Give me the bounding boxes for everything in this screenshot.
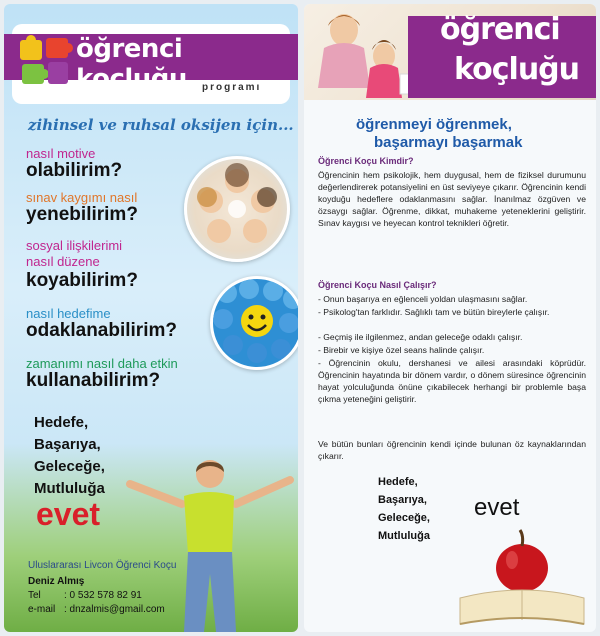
- question-3-main: koyabilirim?: [26, 270, 138, 291]
- contact-name: Deniz Almış: [28, 576, 85, 587]
- question-3-prefix: sosyal ilişkilerimi: [26, 238, 123, 253]
- bullet-1: - Onun başarıya en eğlenceli yoldan ulaşmasını sağlar.: [318, 294, 528, 304]
- left-goal-2: Başarıya,: [34, 436, 101, 453]
- left-goal-1: Hedefe,: [34, 414, 89, 431]
- left-goal-3: Geleceğe,: [34, 458, 105, 475]
- bullet-2: - Psikolog'tan farklıdır. Sağlıklı tam ve bütün bireylerle çalışır.: [318, 307, 550, 317]
- question-4-main: odaklanabilirim?: [26, 320, 177, 341]
- section-1-title: Öğrenci Koçu Kimdir?: [318, 156, 414, 166]
- tagline: zihinsel ve ruhsal oksijen için...: [28, 116, 294, 134]
- slogan-line1: öğrenmeyi öğrenmek,: [356, 116, 512, 133]
- contact-tel[interactable]: : 0 532 578 82 91: [64, 590, 142, 601]
- question-5-main: kullanabilirim?: [26, 370, 161, 391]
- bullet-4: - Birebir ve kişiye özel seans halinde çalışır.: [318, 345, 485, 355]
- left-subtitle: programı: [202, 82, 262, 93]
- left-evet: evet: [36, 496, 101, 532]
- smiley-photo: [210, 276, 298, 370]
- left-goal-4: Mutluluğa: [34, 480, 105, 497]
- bullet-3: - Geçmiş ile ilgilenmez, andan geleceğe odaklı çalışır.: [318, 332, 523, 342]
- right-panel: [304, 4, 596, 632]
- right-goal-2: Başarıya,: [378, 494, 427, 506]
- right-title-line1: öğrenci: [440, 12, 560, 47]
- kids-photo: [184, 156, 290, 262]
- slogan-line2: başarmayı başarmak: [374, 134, 523, 151]
- apple-on-book-illustration: [452, 524, 592, 630]
- right-title-line2: koçluğu: [454, 52, 580, 87]
- question-5-prefix: zamanımı nasıl daha etkin: [26, 356, 178, 371]
- question-2-prefix: sınav kaygımı nasıl: [26, 190, 138, 205]
- question-4-prefix: nasıl hedefime: [26, 306, 111, 321]
- contact-email-label: e-mail: [28, 604, 56, 615]
- closing-text: Ve bütün bunları öğrencinin kendi içinde bulunan öz kaynaklarından çıkarır.: [318, 439, 586, 461]
- right-goal-4: Mutluluğa: [378, 530, 430, 542]
- right-evet: evet: [474, 494, 520, 521]
- question-2-main: yenebilirim?: [26, 204, 138, 225]
- question-1-main: olabilirim?: [26, 160, 123, 181]
- section-2-title: Öğrenci Koçu Nasıl Çalışır?: [318, 280, 437, 290]
- contact-email[interactable]: : dnzalmis@gmail.com: [64, 604, 165, 615]
- left-panel: [4, 4, 298, 632]
- right-goal-1: Hedefe,: [378, 476, 418, 488]
- question-1-prefix: nasıl motive: [26, 146, 96, 161]
- puzzle-logo-icon: [16, 34, 76, 90]
- question-3-prefix2: nasıl düzene: [26, 254, 100, 269]
- contact-tel-label: Tel: [28, 590, 41, 601]
- section-1-body: Öğrencinin hem psikolojik, hem duygusal, hem de fiziksel durumunu değerlendirerek potansiyelini en üst seviyeye çıkarır. Öğrencinin kendi koyduğu hedeflere odaklanmasını sağlar. İnanılmaz özgüven ve özsaygı sağlar. Öğrenme, dikkat, muhakeme yeteneklerini geliştirir. Sınav kaygısı ve heyecan kontrol teknikleri öğretir.: [318, 170, 586, 228]
- bullet-5: - Öğrencinin okulu, dershanesi ve ailesi arasındaki köprüdür. Öğrencinin hayatında bir dönem vardır, o dönem süresince öğrencinin hayat yolculuğunda önüne çıkabilecek herhangi bir problemle başa çıkma yeteneğini geliştirir.: [318, 358, 586, 404]
- right-goal-3: Geleceğe,: [378, 512, 430, 524]
- contact-org: Uluslararası Livcon Öğrenci Koçu: [28, 560, 177, 571]
- left-title: öğrenci koçluğu: [76, 34, 187, 94]
